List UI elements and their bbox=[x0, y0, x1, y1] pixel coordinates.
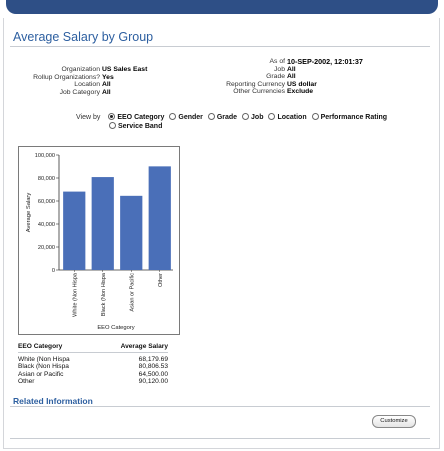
param-label: Reporting Currency bbox=[226, 80, 285, 88]
param-label: As of bbox=[269, 58, 285, 65]
table-row bbox=[18, 378, 168, 385]
view-by-selector bbox=[76, 113, 396, 131]
salary-table bbox=[18, 343, 168, 386]
param-job-category bbox=[20, 89, 210, 97]
view-by-option-service-band[interactable]: Service Band bbox=[106, 122, 162, 131]
radio-icon[interactable] bbox=[268, 113, 275, 120]
view-by-option-job[interactable]: Job bbox=[239, 113, 263, 122]
column-header-average-salary: Average Salary bbox=[120, 343, 168, 350]
bar bbox=[149, 166, 171, 270]
x-tick-label: Asian or Pacific bbox=[129, 273, 136, 312]
view-by-option-gender[interactable]: Gender bbox=[166, 113, 203, 122]
table-header bbox=[18, 343, 168, 353]
table-row bbox=[18, 356, 168, 363]
param-label: Grade bbox=[266, 73, 285, 81]
radio-icon[interactable] bbox=[208, 113, 215, 120]
param-value: US Sales East bbox=[102, 66, 148, 73]
salary-bar-chart bbox=[18, 146, 180, 335]
cell-salary: 64,500.00 bbox=[138, 370, 168, 378]
param-as-of bbox=[205, 58, 405, 66]
parameters-right bbox=[205, 58, 405, 96]
customize-button[interactable]: Customize bbox=[372, 415, 416, 428]
title-divider bbox=[10, 46, 430, 47]
cell-category: Asian or Pacific bbox=[18, 370, 64, 378]
cell-salary: 68,179.69 bbox=[138, 356, 168, 363]
param-label: Rollup Organizations? bbox=[33, 73, 100, 81]
y-tick-label: 60,000 bbox=[37, 199, 55, 205]
y-tick-label: 40,000 bbox=[37, 222, 55, 228]
x-tick-label: White (Non Hispa bbox=[72, 273, 79, 317]
bar bbox=[120, 196, 142, 270]
column-header-eeo-category: EEO Category bbox=[18, 343, 63, 350]
cell-salary: 90,120.00 bbox=[138, 378, 168, 386]
x-tick-label: Black (Non Hispa bbox=[100, 273, 107, 317]
y-tick-label: 80,000 bbox=[37, 176, 55, 182]
parameters-left bbox=[20, 66, 210, 96]
related-information-heading: Related Information bbox=[13, 396, 93, 406]
x-axis-title: EEO Category bbox=[97, 325, 135, 331]
bottom-divider bbox=[10, 438, 430, 439]
table-row bbox=[18, 363, 168, 370]
param-value: All bbox=[102, 88, 111, 96]
cell-category: White (Non Hispa bbox=[18, 356, 70, 363]
bar bbox=[92, 177, 114, 270]
related-divider bbox=[10, 406, 430, 407]
radio-selected-icon[interactable] bbox=[108, 113, 115, 120]
radio-icon[interactable] bbox=[242, 113, 249, 120]
param-location bbox=[20, 81, 210, 89]
param-label: Job bbox=[274, 65, 285, 73]
y-tick-label: 100,000 bbox=[34, 153, 55, 159]
param-reporting-currency bbox=[205, 81, 405, 89]
header-bar bbox=[0, 0, 444, 18]
chart-canvas bbox=[19, 147, 179, 334]
param-label: Location bbox=[74, 81, 100, 89]
view-by-option-eeo-category[interactable]: EEO Category bbox=[105, 113, 164, 122]
view-by-option-performance-rating[interactable]: Performance Rating bbox=[309, 113, 388, 122]
param-job bbox=[205, 66, 405, 74]
param-value: US dollar bbox=[287, 80, 317, 88]
radio-icon[interactable] bbox=[109, 122, 116, 129]
param-value: All bbox=[102, 81, 111, 89]
view-by-option-location[interactable]: Location bbox=[265, 113, 306, 122]
param-value: All bbox=[287, 73, 296, 81]
bar bbox=[63, 192, 85, 270]
cell-category: Black (Non Hispa bbox=[18, 363, 69, 371]
param-value: All bbox=[287, 65, 296, 73]
param-label: Other Currencies bbox=[233, 88, 285, 96]
y-axis-title: Average Salary bbox=[26, 192, 32, 233]
view-by-label: View by bbox=[76, 114, 101, 121]
radio-icon[interactable] bbox=[169, 113, 176, 120]
param-value: Exclude bbox=[287, 88, 314, 96]
param-value: Yes bbox=[102, 73, 114, 81]
param-other-currencies bbox=[205, 88, 405, 96]
param-value: 10-SEP-2002, 12:01:37 bbox=[287, 57, 363, 66]
x-tick-label: Other bbox=[157, 273, 164, 287]
param-grade bbox=[205, 73, 405, 81]
param-organization bbox=[20, 66, 210, 74]
y-tick-label: 0 bbox=[51, 268, 55, 274]
table-row bbox=[18, 371, 168, 378]
radio-icon[interactable] bbox=[312, 113, 319, 120]
view-by-option-grade[interactable]: Grade bbox=[205, 113, 237, 122]
header-bar-fill bbox=[6, 0, 438, 14]
param-rollup bbox=[20, 74, 210, 82]
param-label: Job Category bbox=[59, 88, 100, 96]
y-tick-label: 20,000 bbox=[37, 245, 55, 251]
cell-category: Other bbox=[18, 378, 35, 386]
cell-salary: 80,806.53 bbox=[138, 363, 168, 371]
page-title: Average Salary by Group bbox=[13, 30, 154, 44]
param-label: Organization bbox=[61, 66, 100, 73]
